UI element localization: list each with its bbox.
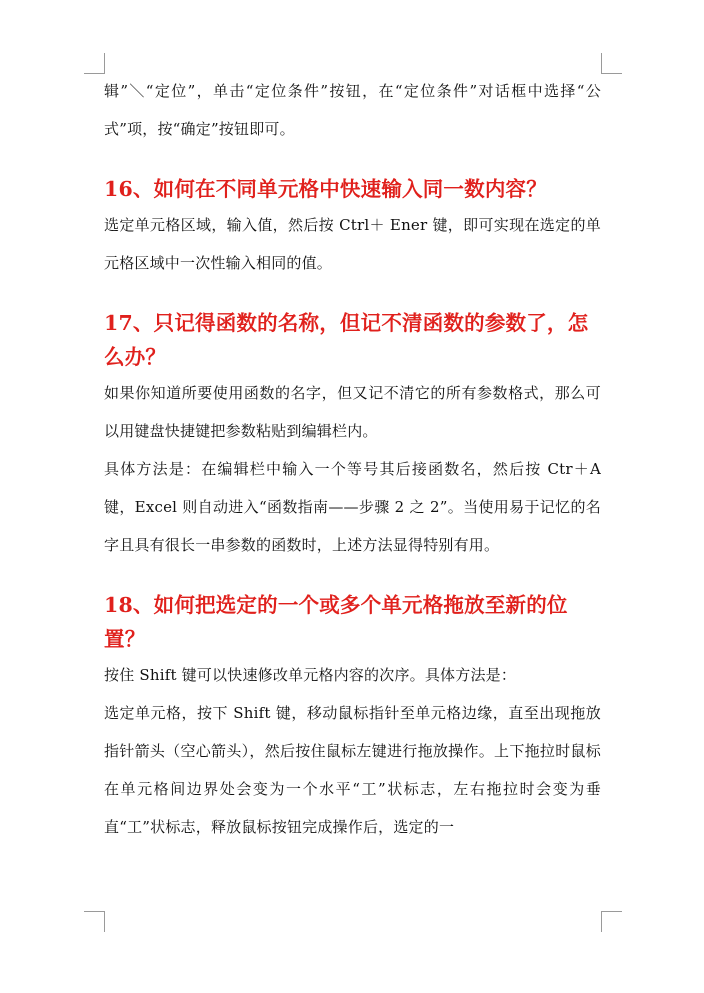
paragraph-16: 选定单元格区域，输入值，然后按 Ctrl＋ Ener 键，即可实现在选定的单元格区域中一次性输入相同的值。 [104,216,601,272]
paragraph-18-method: 选定单元格，按下 Shift 键，移动鼠标指针至单元格边缘，直至出现拖放指针箭头（空心箭头），然后按住鼠标左键进行拖放操作。上下拖拉时鼠标在单元格间边界处会变为一个水平“工”状标志，左右拖拉时会变为垂直“工”状标志，释放鼠标按钮完成操作后，选定的一 [104,704,601,836]
heading-16: 16、如何在不同单元格中快速输入同一数内容？ [104,177,547,201]
paragraph-continued: 辑”＼“定位”，单击“定位条件”按钮，在“定位条件”对话框中选择“公式”项，按“确定”按钮即可。 [104,82,601,138]
paragraph-17-method: 具体方法是：在编辑栏中输入一个等号其后接函数名，然后按 Ctr＋A 键，Excel 则自动进入“函数指南——步骤 2 之 2”。当使用易于记忆的名字且具有很长一串参数的函数时，上述方法显得特别有用。 [104,460,601,554]
paragraph-17-intro: 如果你知道所要使用函数的名字，但又记不清它的所有参数格式，那么可以用键盘快捷键把参数粘贴到编辑栏内。 [104,384,601,440]
heading-18: 18、如何把选定的一个或多个单元格拖放至新的位置？ [104,593,568,651]
heading-17: 17、只记得函数的名称，但记不清函数的参数了，怎么办？ [104,311,589,369]
paragraph-18-intro: 按住 Shift 键可以快速修改单元格内容的次序。具体方法是： [104,666,517,684]
page-corner-mark-bottom-left [84,911,105,932]
page-corner-mark-top-left [84,53,105,74]
page-corner-mark-bottom-right [601,911,622,932]
page-corner-mark-top-right [601,53,622,74]
document-body [104,72,601,846]
